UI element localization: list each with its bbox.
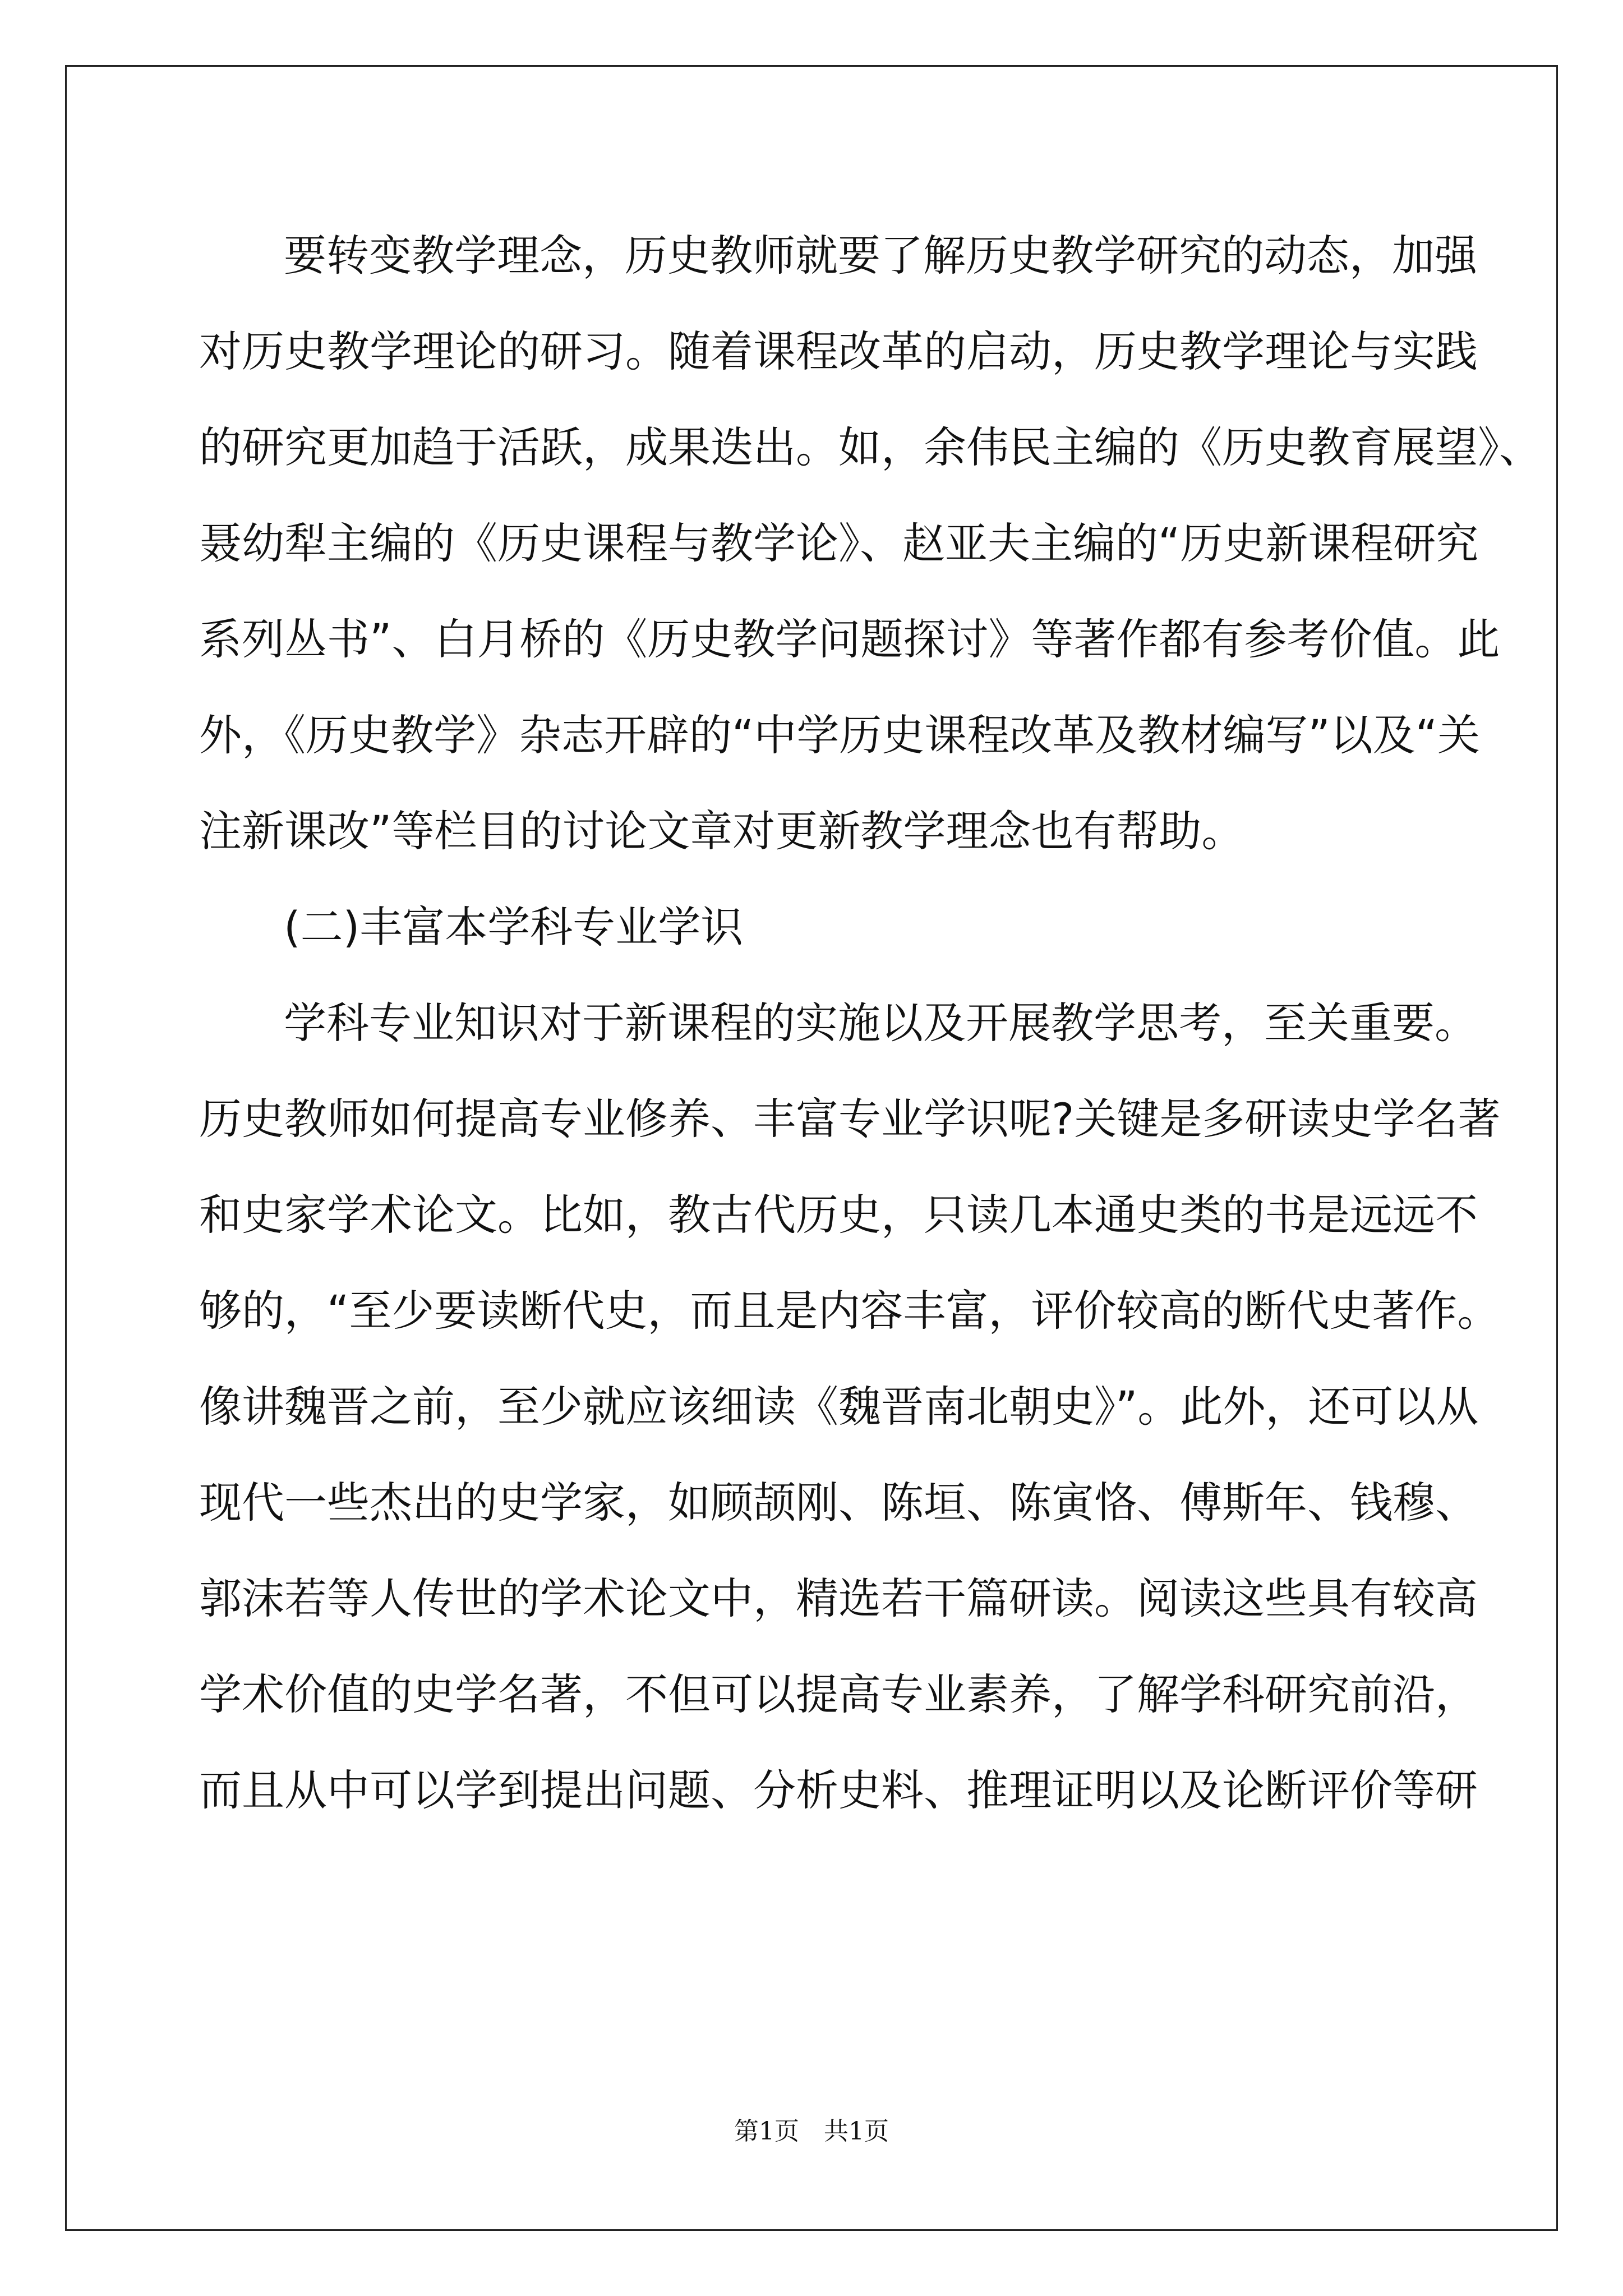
text-line: 的研究更加趋于活跃，成果迭出。如，余伟民主编的《历史教育展望》、 bbox=[199, 422, 1542, 472]
text-line: 注新课改”等栏目的讨论文章对更新教学理念也有帮助。 bbox=[199, 806, 1244, 856]
text-line: 而且从中可以学到提出问题、分析史料、推理证明以及论断评价等研 bbox=[199, 1765, 1478, 1815]
text-line: 现代一些杰出的史学家，如顾颉刚、陈垣、陈寅恪、傅斯年、钱穆、 bbox=[199, 1478, 1478, 1527]
text-line: 历史教师如何提高专业修养、丰富专业学识呢?关键是多研读史学名著 bbox=[199, 1094, 1501, 1144]
text-line: 郭沫若等人传世的学术论文中，精选若干篇研读。阅读这些具有较高 bbox=[199, 1573, 1478, 1623]
text-line: 外，《历史教学》杂志开辟的“中学历史课程改革及教材编写”以及“关 bbox=[199, 710, 1481, 760]
text-line: 够的，“至少要读断代史，而且是内容丰富，评价较高的断代史著作。 bbox=[199, 1286, 1500, 1336]
text-line: 学术价值的史学名著，不但可以提高专业素养，了解学科研究前沿， bbox=[199, 1669, 1478, 1719]
text-line: 系列丛书”、白月桥的《历史教学问题探讨》等著作都有参考价值。此 bbox=[199, 614, 1500, 664]
text-line: 聂幼犁主编的《历史课程与教学论》、赵亚夫主编的“历史新课程研究 bbox=[199, 518, 1479, 568]
text-line: 像讲魏晋之前，至少就应该细读《魏晋南北朝史》”。此外，还可以从 bbox=[199, 1382, 1479, 1432]
section-heading: (二)丰富本学科专业学识 bbox=[284, 902, 744, 952]
text-line: 对历史教学理论的研习。随着课程改革的启动，历史教学理论与实践 bbox=[199, 326, 1478, 376]
document-body bbox=[199, 208, 1542, 1838]
text-line: 要转变教学理念，历史教师就要了解历史教学研究的动态，加强 bbox=[284, 231, 1477, 280]
text-line: 和史家学术论文。比如，教古代历史，只读几本通史类的书是远远不 bbox=[199, 1190, 1478, 1240]
text-line: 学科专业知识对于新课程的实施以及开展教学思考，至关重要。 bbox=[284, 998, 1477, 1048]
page-number-footer: 第1页 共1页 bbox=[734, 2117, 889, 2146]
